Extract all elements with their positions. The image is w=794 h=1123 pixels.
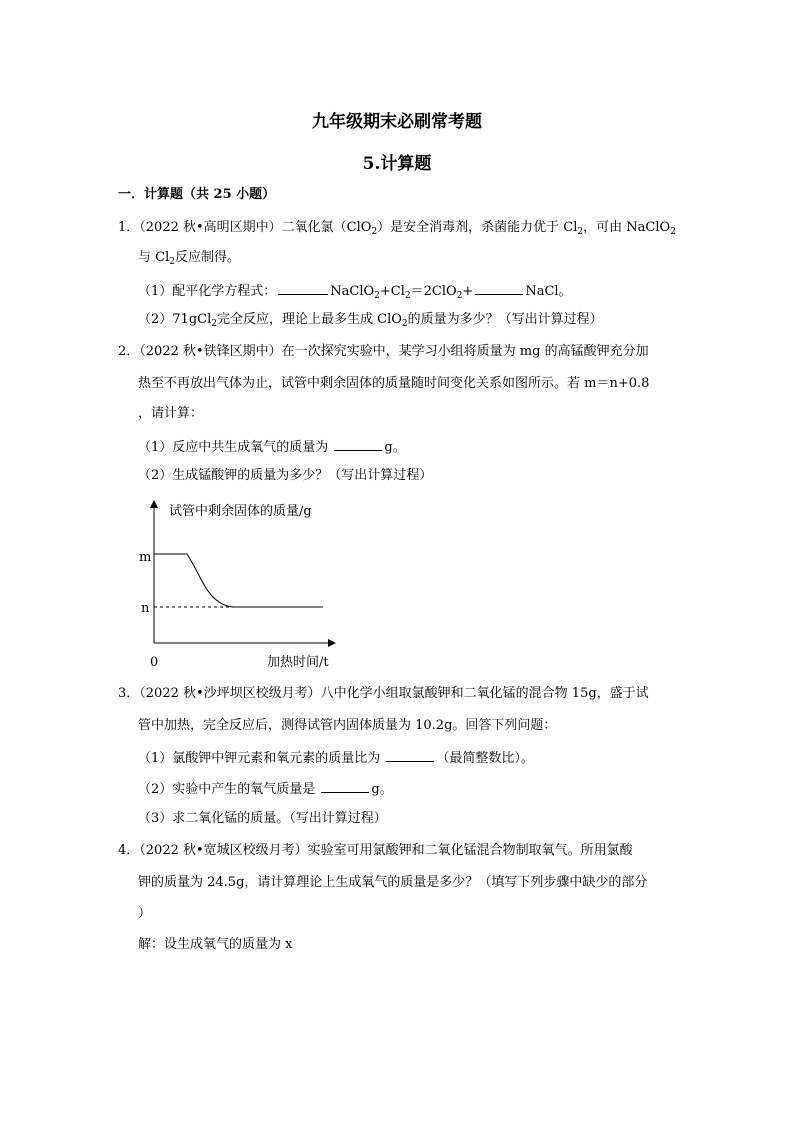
answer-blank[interactable] [321, 780, 369, 793]
question-source: （2022 秋•高明区期中） [139, 220, 282, 235]
answer-blank[interactable] [278, 282, 328, 295]
question-4-line-4: 解：设生成氧气的质量为 x [138, 937, 293, 952]
mass-curve [154, 554, 323, 607]
question-2-part-1: （1）反应中共生成氧气的质量为 g。 [138, 440, 406, 455]
question-number: 2． [118, 344, 140, 359]
question-4-line-3: ） [138, 906, 152, 921]
question-2-line-3: ，请计算： [138, 406, 204, 421]
question-2-line-1: 2．（2022 秋•铁锋区期中）在一次探究实验中，某学习小组将质量为 mg 的高锰酸钾充分加 [118, 344, 649, 359]
graph-m-label: m [139, 550, 152, 565]
question-1-part-1: （1）配平化学方程式： $NaClO_2+Cl_2=2ClO_2+$ NaCl。 [138, 284, 572, 301]
answer-blank[interactable] [334, 438, 382, 451]
graph-origin-label: 0 [150, 655, 159, 670]
graph-n-label: n [141, 601, 150, 616]
question-number: 3． [118, 686, 140, 701]
question-3-line-2: 管中加热，完全反应后，测得试管内固体质量为 10.2g。回答下列问题： [138, 718, 557, 733]
question-1-line-2: 与 $Cl_2$反应制得。 [138, 250, 240, 267]
question-2-part-2: （2）生成锰酸钾的质量为多少？（写出计算过程） [138, 468, 433, 483]
section-heading: 一．计算题（共 25 小题） [118, 187, 276, 202]
question-3-line-1: 3．（2022 秋•沙坪坝区校级月考）八中化学小组取氯酸钾和二氧化锰的混合物 15g，盛于试 [118, 686, 649, 701]
page-title: 九年级期末必刷常考题 [312, 112, 482, 132]
page-subtitle: 5.计算题 [362, 154, 432, 174]
answer-blank[interactable] [386, 749, 434, 762]
question-3-part-3: （3）求二氧化锰的质量。（写出计算过程） [138, 811, 387, 826]
question-4-line-1: 4．（2022 秋•宽城区校级月考）实验室可用氯酸钾和二氧化锰混合物制取氧气。所用氯酸 [118, 843, 633, 858]
question-2-line-2: 热至不再放出气体为止，试管中剩余固体的质量随时间变化关系如图所示。若 m＝n+0.8 [138, 376, 650, 391]
question-1-part-2: （2）71gCl$_2$完全反应，理论上最多生成 ClO$_2$的质量为多少？（写出计算过程） [138, 312, 603, 329]
graph-y-label: 试管中剩余固体的质量/g [169, 504, 312, 519]
question-number: 1． [118, 220, 140, 235]
answer-blank[interactable] [475, 282, 523, 295]
question-3-part-1: （1）氯酸钾中钾元素和氧元素的质量比为 （最简整数比）。 [138, 751, 534, 766]
question-4-line-2: 钾的质量为 24.5g，请计算理论上生成氧气的质量是多少？（填写下列步骤中缺少的部分 [138, 875, 648, 890]
question-3-part-2: （2）实验中产生的氧气质量是 g。 [138, 782, 393, 797]
graph-x-label: 加热时间/t [267, 655, 329, 670]
question-number: 4． [118, 843, 140, 858]
mass-time-graph [135, 495, 355, 675]
question-1-line-1: 1．（2022 秋•高明区期中）二氧化氯（ClO$_2$）是安全消毒剂，杀菌能力优于 $Cl_2$，可由 NaClO$_2$ [118, 220, 676, 237]
